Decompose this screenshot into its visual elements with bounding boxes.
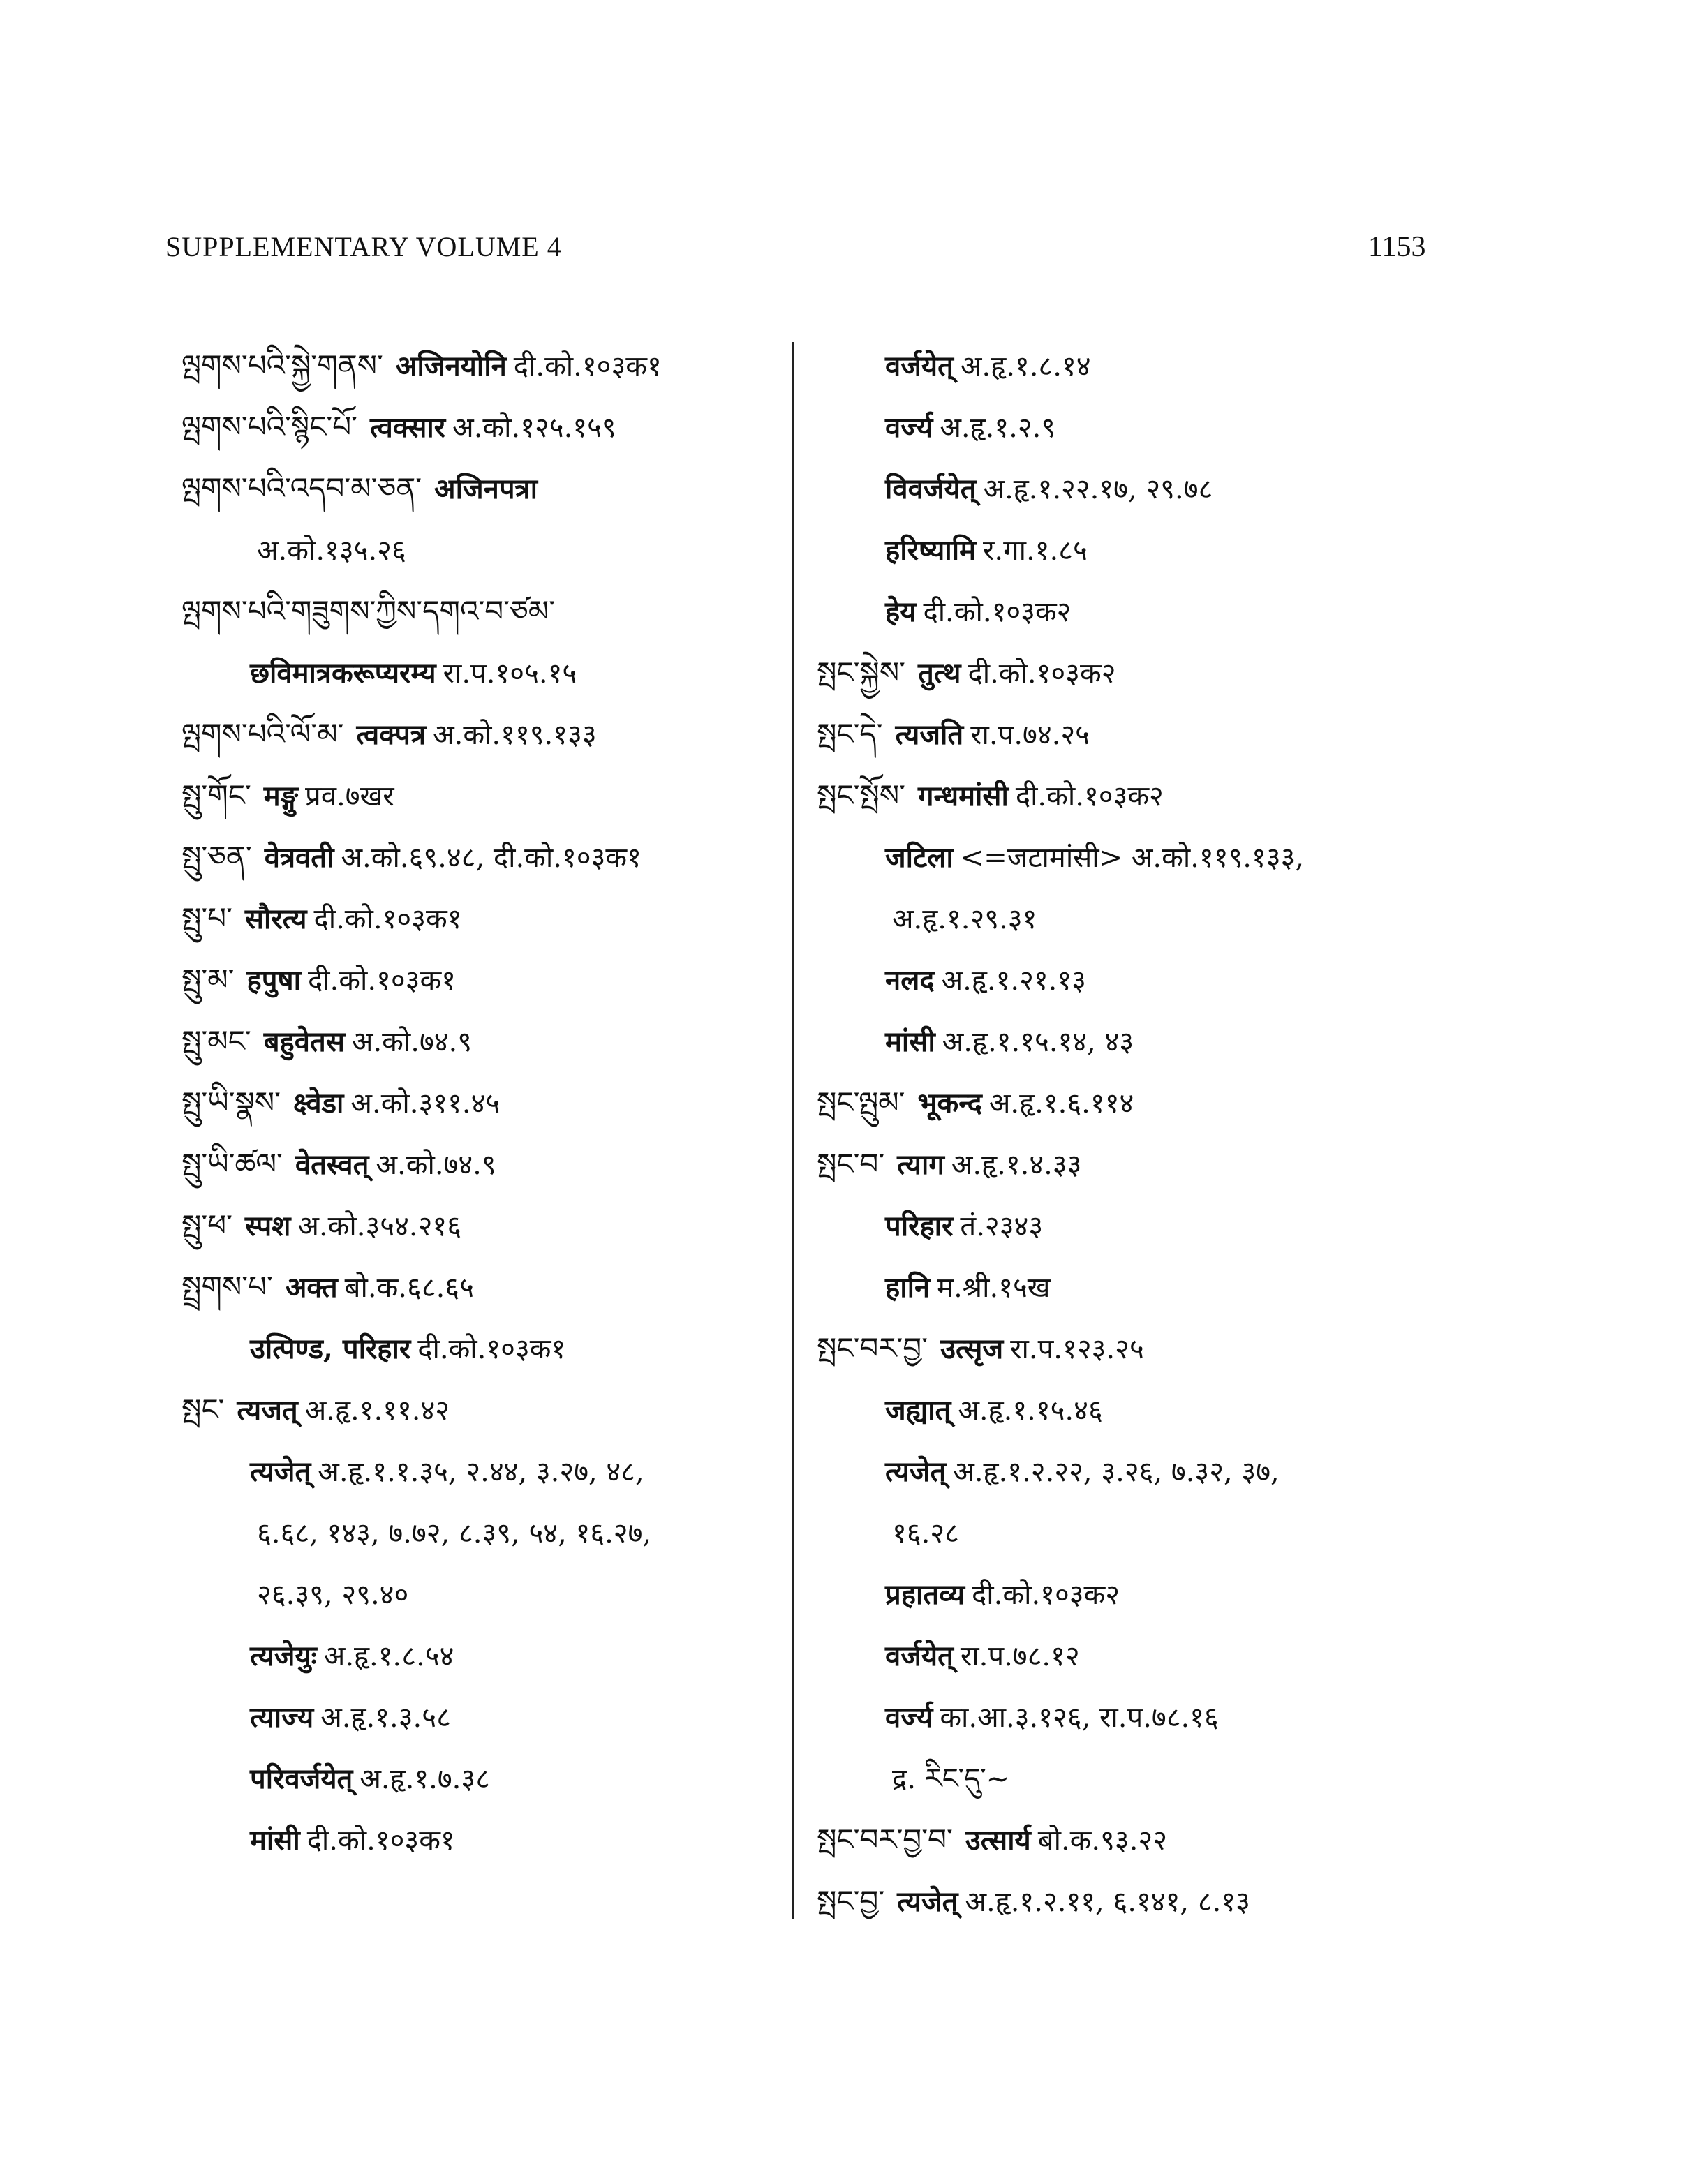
dictionary-entry-line [181,1195,796,1256]
sanskrit-equivalent: मांसी [250,1824,300,1857]
source-reference: अ.हृ.१.८.५४ [323,1640,454,1672]
tibetan-headword: ལྤགས་པའི་སྐྱེ་གནས་ [181,348,383,382]
dictionary-entry-line [181,1318,796,1379]
sanskrit-equivalent: वर्जयेत् [885,350,954,382]
source-reference: अ.हृ.१.७.३८ [360,1763,490,1795]
sanskrit-equivalent: सौरत्य [244,902,307,935]
sanskrit-equivalent: गन्धमांसी [917,780,1009,812]
source-reference: अ.को.७४.९ [376,1149,496,1181]
source-reference: अ.हृ.१.२.९ [940,412,1056,444]
dictionary-entry-line [181,1441,796,1502]
source-reference: अ.हृ.१.८.१४ [960,350,1091,382]
tibetan-headword: སྤུ་ཡི་སྣས་ [181,1085,281,1120]
dictionary-entry-line [817,1318,1445,1379]
source-reference: ६.६८, १४३, ७.७२, ८.३९, ५४, १६.२७, [257,1517,652,1550]
source-reference: बो.क.६८.६५ [344,1272,474,1304]
source-reference: र.गा.१.८५ [983,535,1088,567]
tibetan-headword: སྤང་ [181,1392,225,1427]
dictionary-entry-line [817,1379,1445,1441]
sanskrit-equivalent: मङ्गु [263,780,299,812]
tibetan-headword: སྤུ་པ་ [181,901,232,935]
dictionary-entry-line [817,1748,1445,1809]
source-reference: अ.को.६९.४८, दी.को.१०३क१ [341,842,642,874]
sanskrit-equivalent: हरिष्यामि [885,534,976,567]
tibetan-headword: ལྤགས་པའི་ལོ་མ་ [181,717,344,751]
dictionary-entry-line [817,826,1445,888]
source-reference: रा.प.७४.२५ [970,719,1090,751]
sanskrit-equivalent: उत्सार्य [965,1824,1031,1857]
source-reference: अ.हृ.१.२१.१३ [941,965,1086,997]
source-reference: दी.को.१०३क२ [968,658,1116,690]
sanskrit-equivalent: नलद [885,964,935,997]
source-reference: अ.हृ.१.६.११४ [988,1087,1134,1120]
sanskrit-equivalent: अजिनयोनि [395,350,507,382]
sanskrit-equivalent: त्यजेत् [885,1455,947,1488]
sanskrit-equivalent: त्याज्य [250,1701,314,1734]
source-reference: म.श्री.१५ख [937,1272,1051,1304]
source-reference: अ.हृ.१.२२.१७, २९.७८ [983,473,1213,505]
sanskrit-equivalent: त्वक्पत्र [356,718,427,751]
dictionary-entry-line [181,704,796,765]
dictionary-entry-line [181,1748,796,1809]
source-reference: अ.को.३११.४५ [350,1087,501,1120]
source-reference: अ.हृ.१.२.११, ६.१४१, ८.१३ [965,1886,1250,1918]
sanskrit-equivalent: तुत्थ [917,657,961,690]
sanskrit-equivalent: हपुषा [246,964,301,997]
dictionary-entry-line [817,458,1445,519]
tibetan-headword: སྤུ་མང་ [181,1024,251,1058]
sanskrit-equivalent: जटिला [885,841,954,874]
tibetan-headword: སྤང་སྐྱེས་ [817,655,905,690]
source-reference: दी.को.१०३क१ [307,965,456,997]
tibetan-headword: སྤུ་གོང་ [181,778,251,812]
source-reference: अ.हृ.१.१५.४६ [958,1395,1103,1427]
tibetan-headword: སྤང་བར་བྱ་ [817,1331,928,1365]
dictionary-entry-line [181,1072,796,1134]
dictionary-entry-line [181,1502,796,1563]
sanskrit-equivalent: प्रहातव्य [885,1578,965,1611]
source-reference: बो.क.९३.२२ [1037,1825,1168,1857]
sanskrit-equivalent: वेतस्वत् [295,1148,369,1181]
dictionary-entry-line [817,1502,1445,1563]
dictionary-entry-line [817,888,1445,949]
tibetan-headword: ལྤགས་པའི་གཟུགས་ཀྱིས་དགའ་བ་ཙམ་ [181,594,556,628]
dictionary-entry-line [817,1625,1445,1686]
source-reference: दी.को.१०३क२ [972,1579,1120,1611]
dictionary-entry-line [181,581,796,642]
source-reference: अ.हृ.१.१.३५, २.४४, ३.२७, ४८, [318,1456,644,1488]
running-header: SUPPLEMENTARY VOLUME 4 [165,231,562,262]
sanskrit-equivalent: त्यजेत् [250,1455,311,1488]
dictionary-entry-line [181,1134,796,1195]
tibetan-headword: སྤུ་མ་ [181,963,235,997]
dictionary-entry-line [817,765,1445,826]
tibetan-headword: སྤུ་ཡི་ཚལ་ [181,1147,283,1181]
source-reference: अ.को.१२५.१५९ [452,412,616,444]
sanskrit-equivalent: भूकन्द [917,1087,982,1120]
tibetan-headword: ལྤགས་པའི་འདབ་མ་ཅན་ [181,471,422,505]
source-reference: अ.हृ.१.२.२२, ३.२६, ७.३२, ३७, [953,1456,1280,1488]
tibetan-headword: སྤང་བྱ་ [817,1884,885,1918]
sanskrit-equivalent: वर्ज्य [885,411,933,444]
source-reference: अ.को.३५४.२१६ [297,1210,461,1242]
source-reference: १६.२८ [892,1517,959,1550]
dictionary-entry-line [181,1011,796,1072]
dictionary-entry-line [817,1441,1445,1502]
source-reference: दी.को.१०३क१ [306,1825,455,1857]
source-reference: अ.को.१३५.२६ [257,535,406,567]
source-reference: अ.हृ.१.११.४२ [304,1395,450,1427]
source-reference: द्र. རིང་དུ་~ [892,1763,1010,1795]
sanskrit-equivalent: अक्त [285,1271,338,1304]
tibetan-headword: སྤང་སྤོས་ [817,778,905,812]
dictionary-entry-line [181,1256,796,1318]
sanskrit-equivalent: त्यजत् [237,1394,298,1427]
tibetan-headword: སྤང་བར་བྱ་བ་ [817,1822,953,1857]
dictionary-entry-line [817,1134,1445,1195]
dictionary-entry-line [817,1686,1445,1748]
dictionary-entry-line [181,1563,796,1625]
right-column [817,335,1445,1932]
source-reference: तं.२३४३ [960,1210,1044,1242]
sanskrit-equivalent: बहुवेतस [263,1025,345,1058]
dictionary-entry-line [181,335,796,396]
tibetan-headword: སྤུ་ཕ་ [181,1208,232,1242]
dictionary-entry-line [817,704,1445,765]
source-reference: रा.प.१०५.१५ [443,658,577,690]
dictionary-entry-line [817,1256,1445,1318]
sanskrit-equivalent: हानि [885,1271,931,1304]
dictionary-entry-line [817,642,1445,704]
sanskrit-equivalent: स्पश [244,1210,291,1242]
source-reference: अ.हृ.१.१५.१४, ४३ [942,1026,1134,1058]
sanskrit-equivalent: वर्ज्य [885,1701,933,1734]
tibetan-headword: ལྤགས་པའི་སྙིང་པོ་ [181,410,357,444]
source-reference: रा.प.७८.१२ [960,1640,1080,1672]
source-reference: दी.को.१०३क१ [513,350,662,382]
dictionary-entry-line [181,642,796,704]
source-reference: दी.को.१०३क१ [313,903,462,935]
sanskrit-equivalent: छविमात्रकरूप्यरम्य [250,657,436,690]
tibetan-headword: སྤུ་ཅན་ [181,840,252,874]
dictionary-entry-line [181,888,796,949]
source-reference: दी.को.१०३क२ [1015,780,1164,812]
sanskrit-equivalent: जह्यात् [885,1394,951,1427]
source-reference: २६.३९, २९.४० [257,1579,409,1611]
source-reference: अ.हृ.१.२९.३१ [892,903,1037,935]
dictionary-entry-line [181,1686,796,1748]
dictionary-entry-line [181,1625,796,1686]
source-reference: दी.को.१०३क१ [417,1333,566,1365]
sanskrit-equivalent: हेय [885,595,917,628]
dictionary-entry-line [817,1563,1445,1625]
sanskrit-equivalent: परिवर्जयेत् [250,1762,353,1795]
tibetan-headword: སྤང་ལྤུམ་ [817,1085,905,1120]
tibetan-headword: སྤྲགས་པ་ [181,1270,273,1304]
sanskrit-equivalent: वर्जयेत् [885,1640,954,1672]
sanskrit-equivalent: त्यजति [895,718,964,751]
dictionary-entry-line [817,1072,1445,1134]
dictionary-entry-line [181,1809,796,1871]
source-reference: अ.हृ.१.३.५८ [320,1702,451,1734]
dictionary-entry-line [817,396,1445,458]
sanskrit-equivalent: त्यजेत् [897,1885,958,1918]
dictionary-entry-line [817,1871,1445,1932]
tibetan-headword: སྤང་དེ་ [817,717,883,751]
sanskrit-equivalent: त्यजेयुः [250,1640,317,1672]
source-reference: <=जटामांसी> अ.को.११९.१३३, [960,842,1305,874]
column-divider [792,342,794,1919]
source-reference: अ.को.११९.१३३ [433,719,597,751]
dictionary-entry-line [181,1379,796,1441]
dictionary-entry-line [817,581,1445,642]
source-reference: अ.हृ.१.४.३३ [951,1149,1082,1181]
dictionary-entry-line [181,949,796,1011]
left-column [181,335,796,1871]
sanskrit-equivalent: त्वक्सार [369,411,446,444]
dictionary-entry-line [181,765,796,826]
sanskrit-equivalent: परिहार [885,1210,954,1242]
source-reference: प्रव.७खर [305,780,394,812]
source-reference: रा.प.१२३.२५ [1010,1333,1144,1365]
dictionary-entry-line [181,396,796,458]
sanskrit-equivalent: क्ष्वेडा [292,1087,344,1120]
dictionary-entry-line [817,335,1445,396]
dictionary-entry-line [817,1011,1445,1072]
sanskrit-equivalent: अजिनपत्रा [434,473,538,505]
sanskrit-equivalent: उत्सृज [940,1332,1004,1365]
sanskrit-equivalent: विवर्जयेत् [885,473,977,505]
sanskrit-equivalent: उत्पिण्ड, परिहार [250,1332,411,1365]
source-reference: अ.को.७४.९ [351,1026,473,1058]
tibetan-headword: སྤང་བ་ [817,1147,885,1181]
dictionary-entry-line [817,519,1445,581]
sanskrit-equivalent: त्याग [897,1148,944,1181]
dictionary-entry-line [181,458,796,519]
dictionary-entry-line [181,519,796,581]
sanskrit-equivalent: मांसी [885,1025,935,1058]
page-number: 1153 [1368,231,1426,263]
dictionary-entry-line [181,826,796,888]
source-reference: का.आ.३.१२६, रा.प.७८.१६ [940,1702,1219,1734]
dictionary-entry-line [817,949,1445,1011]
dictionary-entry-line [817,1809,1445,1871]
source-reference: दी.को.१०३क२ [923,596,1072,628]
dictionary-entry-line [817,1195,1445,1256]
sanskrit-equivalent: वेत्रवती [264,841,334,874]
